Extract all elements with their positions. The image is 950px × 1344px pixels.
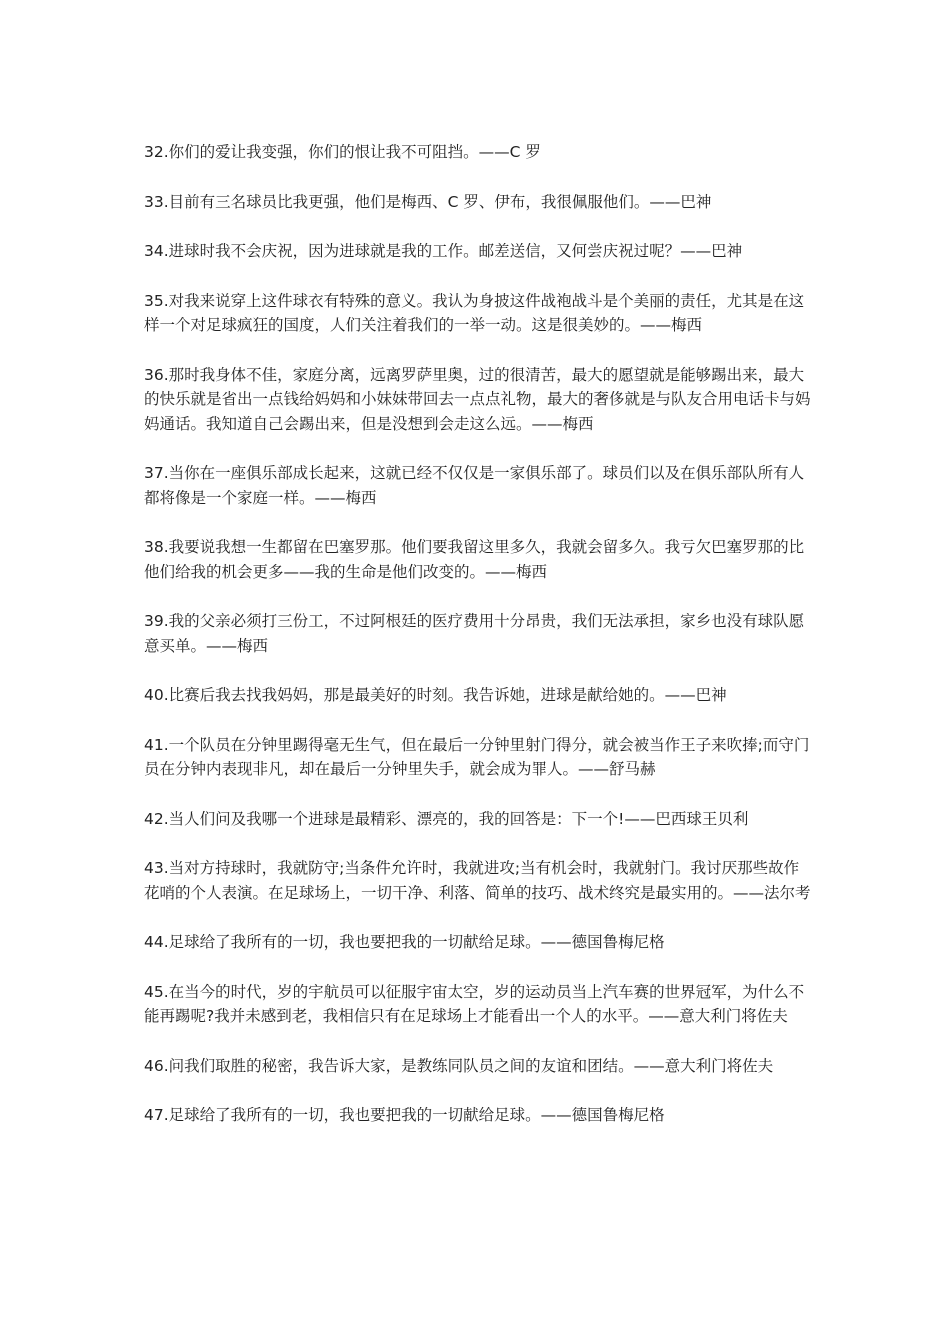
quote-paragraph: 32.你们的爱让我变强，你们的恨让我不可阻挡。——C 罗 <box>144 143 541 161</box>
quote-paragraph: 45.在当今的时代，岁的宇航员可以征服宇宙太空，岁的运动员当上汽车赛的世界冠军，为什么不能再踢呢?我并未感到老，我相信只有在足球场上才能看出一个人的水平。——意大利门将佐夫 <box>144 982 805 1025</box>
quote-paragraph: 42.当人们问及我哪一个进球是最精彩、漂亮的，我的回答是：下一个!——巴西球王贝利 <box>144 809 749 828</box>
quote-paragraph: 38.我要说我想一生都留在巴塞罗那。他们要我留这里多久，我就会留多久。我亏欠巴塞罗那的比他们给我的机会更多——我的生命是他们改变的。——梅西 <box>144 538 805 581</box>
quote-paragraph: 33.目前有三名球员比我更强，他们是梅西、C 罗、伊布，我很佩服他们。——巴神 <box>144 192 712 211</box>
quote-paragraph: 40.比赛后我去找我妈妈，那是最美好的时刻。我告诉她，进球是献给她的。——巴神 <box>144 686 727 704</box>
quote-paragraph: 36.那时我身体不佳，家庭分离，远离罗萨里奥，过的很清苦，最大的愿望就是能够踢出来，最大的快乐就是省出一点钱给妈妈和小妹妹带回去一点点礼物，最大的奢侈就是与队友合用电话卡与妈妈通话。我知道自己会踢出来，但是没想到会走这么远。——梅西 <box>144 365 811 433</box>
quote-paragraph: 47.足球给了我所有的一切，我也要把我的一切献给足球。——德国鲁梅尼格 <box>144 1106 665 1124</box>
quote-paragraph: 37.当你在一座俱乐部成长起来，这就已经不仅仅是一家俱乐部了。球员们以及在俱乐部队所有人都将像是一个家庭一样。——梅西 <box>144 464 805 507</box>
quote-paragraph: 34.进球时我不会庆祝，因为进球就是我的工作。邮差送信，又何尝庆祝过呢？——巴神 <box>144 242 743 260</box>
quote-list <box>144 140 814 1153</box>
quote-paragraph: 41.一个队员在分钟里踢得毫无生气，但在最后一分钟里射门得分，就会被当作王子来吹捧;而守门员在分钟内表现非凡，却在最后一分钟里失手，就会成为罪人。——舒马赫 <box>144 735 810 778</box>
quote-paragraph: 39.我的父亲必须打三份工，不过阿根廷的医疗费用十分昂贵，我们无法承担，家乡也没有球队愿意买单。——梅西 <box>144 612 805 655</box>
quote-paragraph: 35.对我来说穿上这件球衣有特殊的意义。我认为身披这件战袍战斗是个美丽的责任，尤其是在这样一个对足球疯狂的国度，人们关注着我们的一举一动。这是很美妙的。——梅西 <box>144 291 805 334</box>
quote-paragraph: 43.当对方持球时，我就防守;当条件允许时，我就进攻;当有机会时，我就射门。我讨厌那些故作花哨的个人表演。在足球场上，一切干净、利落、简单的技巧、战术终究是最实用的。——法尔考 <box>144 859 811 902</box>
quote-paragraph: 46.问我们取胜的秘密，我告诉大家，是教练同队员之间的友谊和团结。——意大利门将佐夫 <box>144 1056 774 1075</box>
quote-paragraph: 44.足球给了我所有的一切，我也要把我的一切献给足球。——德国鲁梅尼格 <box>144 933 665 951</box>
